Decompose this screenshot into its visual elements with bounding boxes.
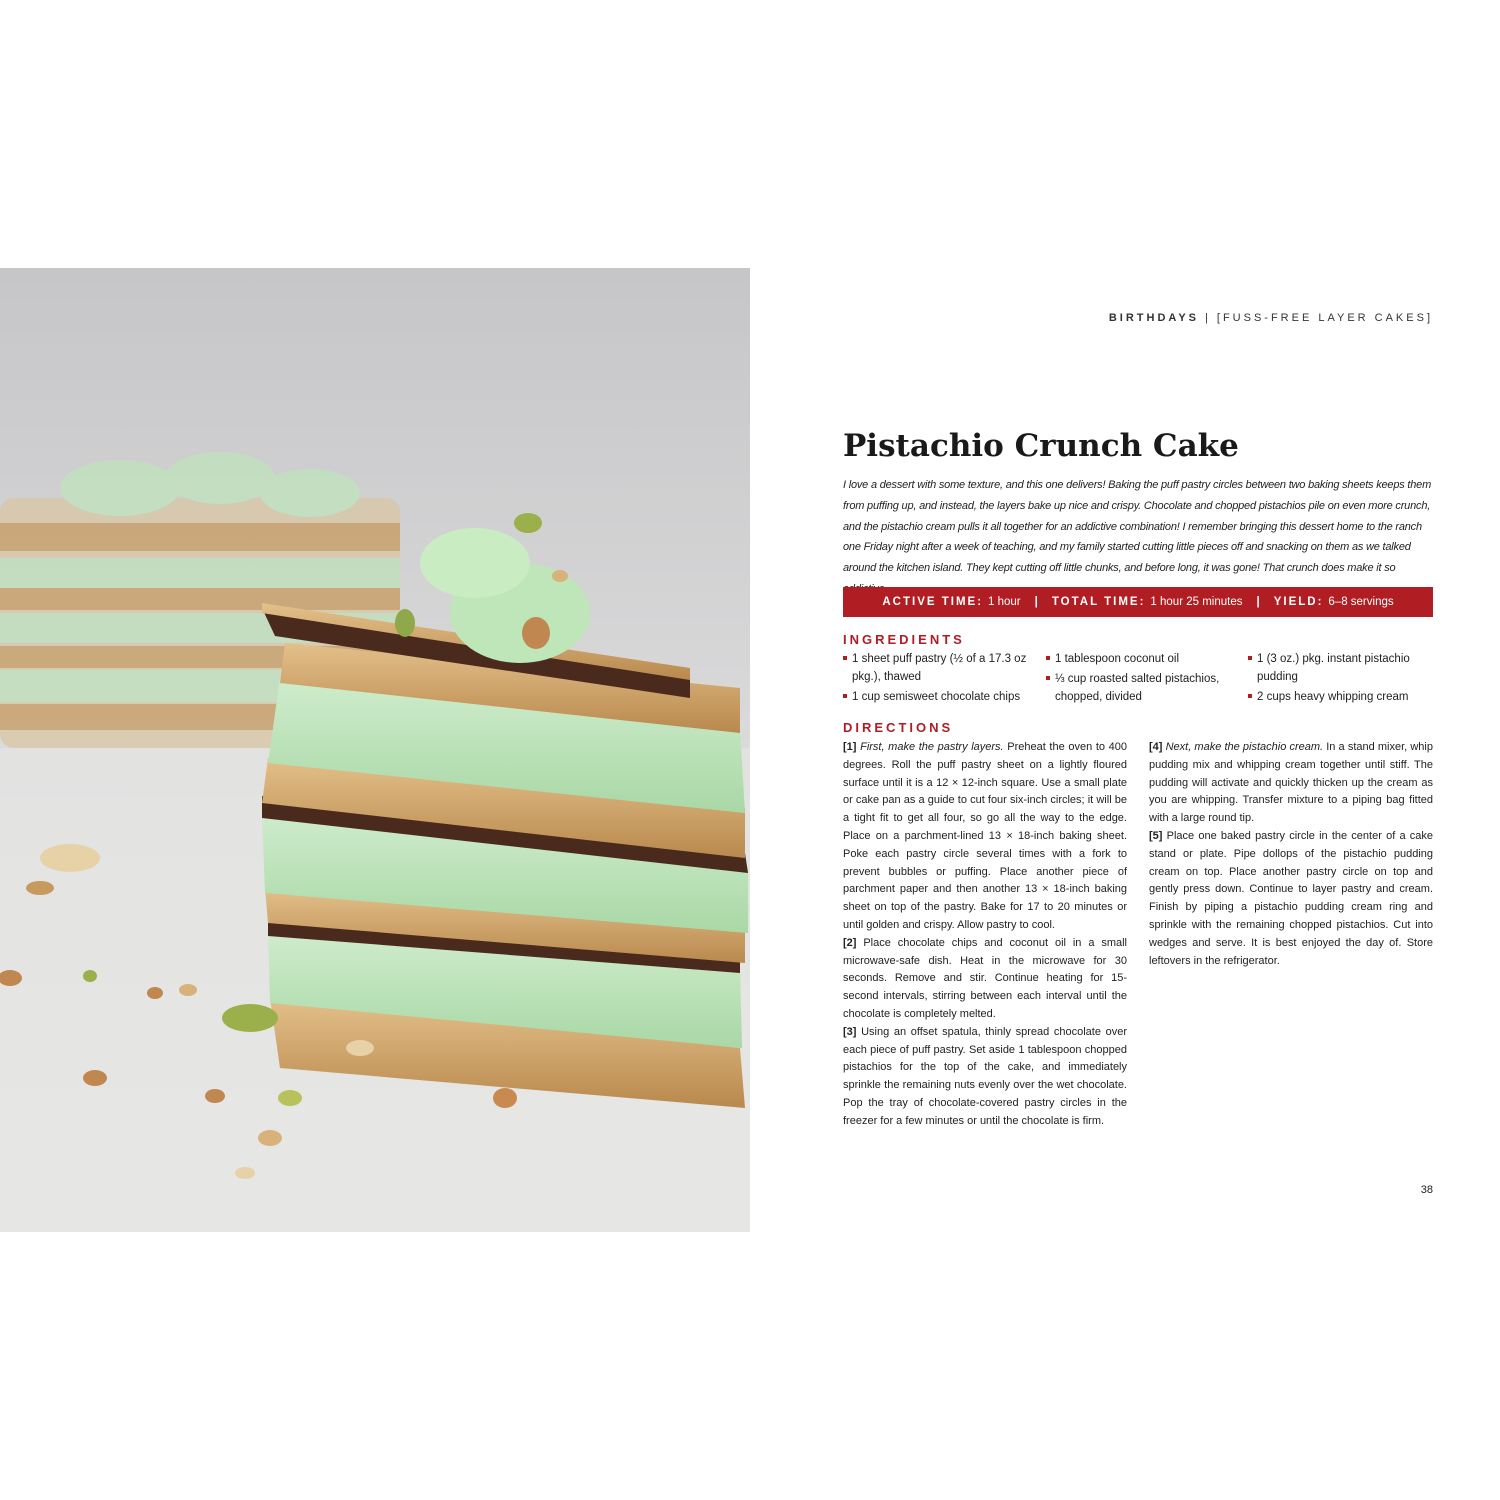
info-separator: | xyxy=(1256,596,1260,608)
direction-step xyxy=(1149,739,1433,828)
step-text: In a stand mixer, whip pudding mix and whipping cream together until stiff. The pudding will activate and quickly thicken up the cream as you are whipping. Transfer mixture to a piping bag fitted with a large round tip. xyxy=(1149,741,1433,825)
step-text: Using an offset spatula, thinly spread chocolate over each piece of puff pastry. Set aside 1 tablespoon chopped pistachios for the top of the cake, and immediately sprinkle the remaining nuts evenly over the wet chocolate. Pop the tray of chocolate-covered pastry circles in the freezer for a few minutes or until the chocolate is firm. xyxy=(843,1025,1127,1127)
section-header xyxy=(1109,312,1433,324)
step-text: Place chocolate chips and coconut oil in a small microwave-safe dish. Heat in the microwave for 30 seconds. Remove and stir. Continue heating for 15-second intervals, stirring between each interval until the chocolate is completely melted. xyxy=(843,936,1127,1020)
yield-label: YIELD: xyxy=(1273,596,1324,608)
subsection-name: [FUSS-FREE LAYER CAKES] xyxy=(1216,312,1433,324)
ingredient-item: 1 (3 oz.) pkg. instant pistachio pudding xyxy=(1248,650,1433,686)
recipe-intro: I love a dessert with some texture, and this one delivers! Baking the puff pastry circles between two baking sheets keeps them from puffing up, and instead, the layers bake up nice and crispy. Chocolate and chopped pistachios pile on even more crunch, and the pistachio cream pulls it all together for an addictive combination! I remember bringing this dessert home to the ranch one Friday night after a week of teaching, and my family started cutting little pieces off and snacking on them as we talked around the kitchen island. They kept cutting off little chunks, and before long, it was gone! That crunch does make it so xyxy=(843,479,1432,575)
total-time-label: TOTAL TIME: xyxy=(1051,596,1146,608)
ingredients-column-1 xyxy=(843,650,1033,708)
step-number: [1] xyxy=(843,741,857,753)
recipe-title: Pistachio Crunch Cake xyxy=(843,428,1239,464)
ingredient-item: 1 sheet puff pastry (½ of a 17.3 oz pkg.), thawed xyxy=(843,650,1033,686)
directions-column-1 xyxy=(843,739,1127,1131)
ingredient-item: 1 tablespoon coconut oil xyxy=(1046,650,1236,668)
ingredients-heading: INGREDIENTS xyxy=(843,632,965,647)
direction-step xyxy=(843,935,1127,1024)
section-name: BIRTHDAYS xyxy=(1108,312,1200,324)
step-number: [2] xyxy=(843,936,857,949)
ingredient-item: ⅓ cup roasted salted pistachios, chopped, divided xyxy=(1046,670,1236,706)
yield-value: 6–8 servings xyxy=(1328,596,1394,608)
recipe-info-bar xyxy=(843,587,1433,617)
active-time-value: 1 hour xyxy=(988,596,1021,608)
active-time-label: ACTIVE TIME: xyxy=(882,596,984,608)
step-lead: Next, make the pistachio cream. xyxy=(1165,741,1324,753)
step-lead: First, make the pastry layers. xyxy=(860,741,1004,753)
step-number: [3] xyxy=(843,1025,857,1038)
ingredient-item: 2 cups heavy whipping cream xyxy=(1248,688,1433,706)
page-number: 38 xyxy=(1420,1184,1433,1196)
direction-step xyxy=(843,739,1127,935)
total-time-value: 1 hour 25 minutes xyxy=(1150,596,1243,608)
direction-step xyxy=(1149,828,1433,970)
ingredient-item: 1 cup semisweet chocolate chips xyxy=(843,688,1033,706)
step-number: [4] xyxy=(1149,741,1163,753)
cake-photo xyxy=(0,268,750,1232)
step-number: [5] xyxy=(1149,829,1163,842)
cake-illustration xyxy=(0,268,750,1232)
step-text: Preheat the oven to 400 degrees. Roll the puff pastry sheet on a lightly floured surface until it is a 12 × 12-inch square. Use a small plate or cake pan as a guide to cut four six-inch circles; it will be a tight fit to get all four, so go all the way to the edge. Place on a parchment-lined 13 × 18-inch baking sheet. Poke each pastry circle several times with a fork to prevent bubbles or puffing. Place another piece of parchment paper and then another 13 × 18-inch baking sheet on top of the pastry. Bake for 17 to 20 minutes or until golden and crispy. Allow pastry to cool. xyxy=(843,741,1127,931)
section-divider: | xyxy=(1205,312,1211,324)
ingredients-column-3 xyxy=(1248,650,1433,708)
info-separator: | xyxy=(1034,596,1038,608)
ingredients-column-2 xyxy=(1046,650,1236,708)
step-text: Place one baked pastry circle in the center of a cake stand or plate. Pipe dollops of the pistachio pudding cream on top. Place another pastry circle on top and gently press down. Continue to layer pastry and cream. Finish by piping a pistachio pudding cream ring and sprinkle with the remaining chopped pistachios. Cut into wedges and serve. It is best enjoyed the day of. Store leftovers in the refrigerator. xyxy=(1149,829,1433,967)
directions-column-2 xyxy=(1149,739,1433,970)
direction-step xyxy=(843,1024,1127,1131)
directions-heading: DIRECTIONS xyxy=(843,720,954,735)
